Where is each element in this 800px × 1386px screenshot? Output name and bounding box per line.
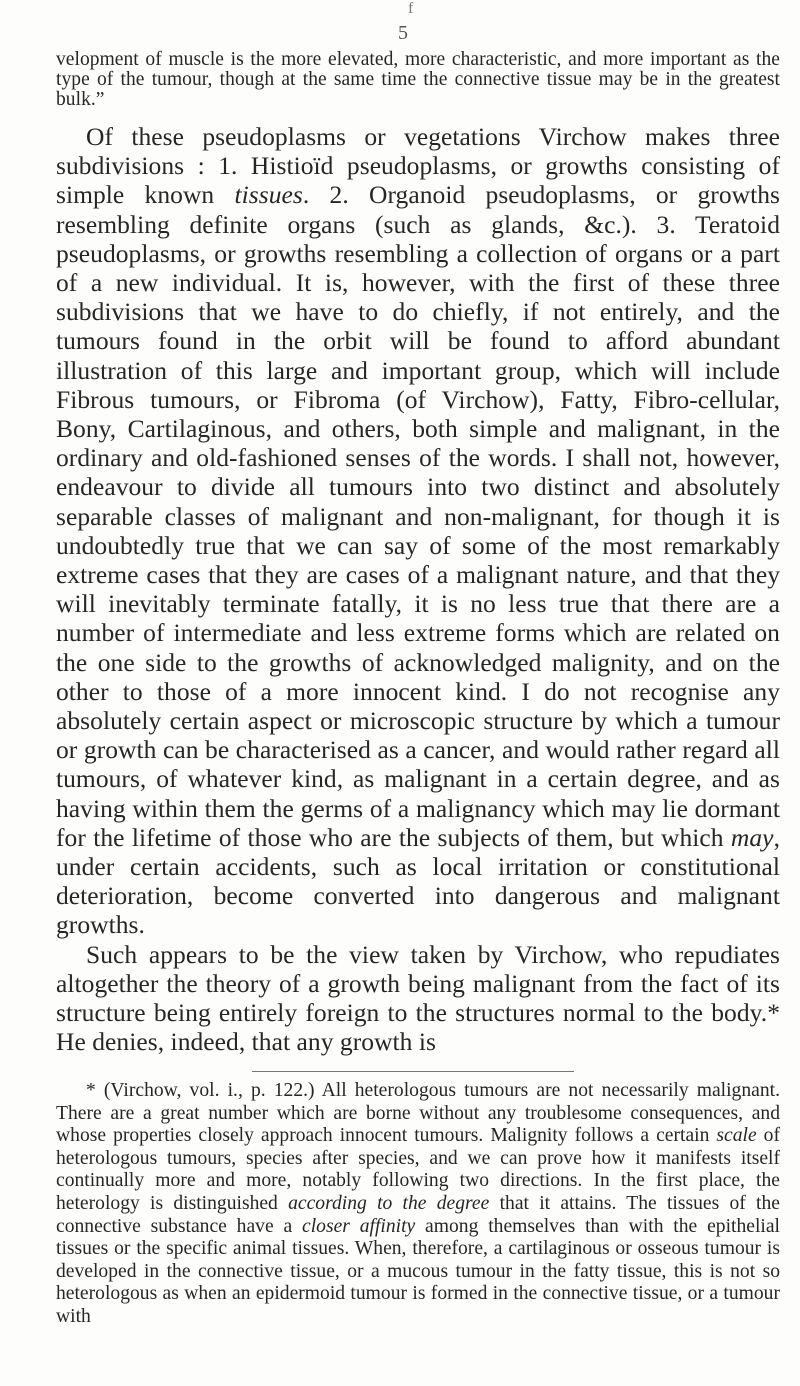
footnote-emphasis-scale: scale (716, 1125, 757, 1147)
footnote-emphasis-degree: according to the degree (288, 1192, 490, 1214)
emphasis-tissues: tissues (234, 180, 303, 210)
main-text (56, 50, 780, 1057)
paragraph-text: Such appears to be the view taken by Virchow, who repudiates altogether the theory of a growth being malignant from the fact of its structure being entirely foreign to the structures normal to the body.* He denies, indeed, that any growth is (56, 939, 780, 1057)
footnote-text: * (Virchow, vol. i., p. 122.) All heterologous tumours are not necessarily malignant. There are a great number which are borne without any troublesome consequences, and whose properties closely approach innocent tumours. Malignity follows a certain (56, 1080, 780, 1147)
paragraph-continued (56, 50, 780, 110)
footnote-text: that it attains. The tissues of the connective substance have a (56, 1192, 780, 1237)
page-number: 5 (398, 22, 408, 44)
paragraph-text: Of these pseudoplasms or vegetations Virchow makes three subdivisions : 1. Histioïd pseudoplasms, or growths consisting of simple known (56, 122, 780, 210)
footnote-text: among themselves than with the epithelial tissues or the specific animal tissues. When, therefore, a cartilaginous or osseous tumour is developed in the connective tissue, or a mucous tumour in the fatty tissue, this is not so heterologous as when an epidermoid tumour is formed in the connective tissue, or a tumour with (56, 1215, 780, 1327)
footnote-paragraph (56, 1080, 780, 1329)
footnote-emphasis-affinity: closer affinity (302, 1215, 416, 1237)
paragraph-subdivisions (56, 122, 780, 940)
paragraph-text: . 2. Organoid pseudoplasms, or growths resembling definite organs (such as glands, &c.). 3. Teratoid pseudoplasms, or growths resembling a collection of organs or a part of a new individual. It is, however, with the first of these three subdivisions that we have to do chiefly, if not entirely, and the tumours found in the orbit will be found to afford abundant illustration of this large and important group, which will include Fibrous tumours, or Fibroma (of Virchow), Fatty, Fibro-cellular, Bony, Cartilaginous, and others, both simple and malignant, in the ordinary and old-fashioned senses of the words. I shall not, however, endeavour to divide all tumours into two distinct and absolutely separable classes of malignant and non-malignant, for though it is undoubtedly true that we can say of some of the most remarkably extreme cases that they are cases of a malignant nature, and that they will inevitably terminate fatally, it is no less true that there are a number of intermediate and less extreme forms which are related on the one side to the growths of acknowledged malignity, and on the other to those of a more innocent kind. I do not recognise any absolutely certain aspect or microscopic structure by which a tumour or growth can be characterised as a cancer, and would rather regard all tumours, of whatever kind, as malignant in a certain degree, and as having within them the germs of a malignancy which may lie dormant for the lifetime of those who are the subjects of them, but which (56, 180, 780, 852)
footnote-text: of heterologous tumours, species after species, and we can prove how it manifests itself continually more and more, notably following two directions. In the first place, the heterology is distinguished (56, 1125, 780, 1214)
page-mark: f (408, 0, 414, 17)
paragraph-text: , under certain accidents, such as local irritation or constitutional deterioration, become converted into dangerous and malignant growths. (56, 822, 780, 940)
emphasis-may: may (730, 822, 774, 852)
paragraph-continued-text: velopment of muscle is the more elevated, more characteristic, and more important as the type of the tumour, though at the same time the connective tissue may be in the greatest bulk.” (56, 49, 780, 110)
footnote-divider (252, 1071, 574, 1072)
footnote (56, 1080, 780, 1329)
paragraph-virchow-view (56, 940, 780, 1057)
